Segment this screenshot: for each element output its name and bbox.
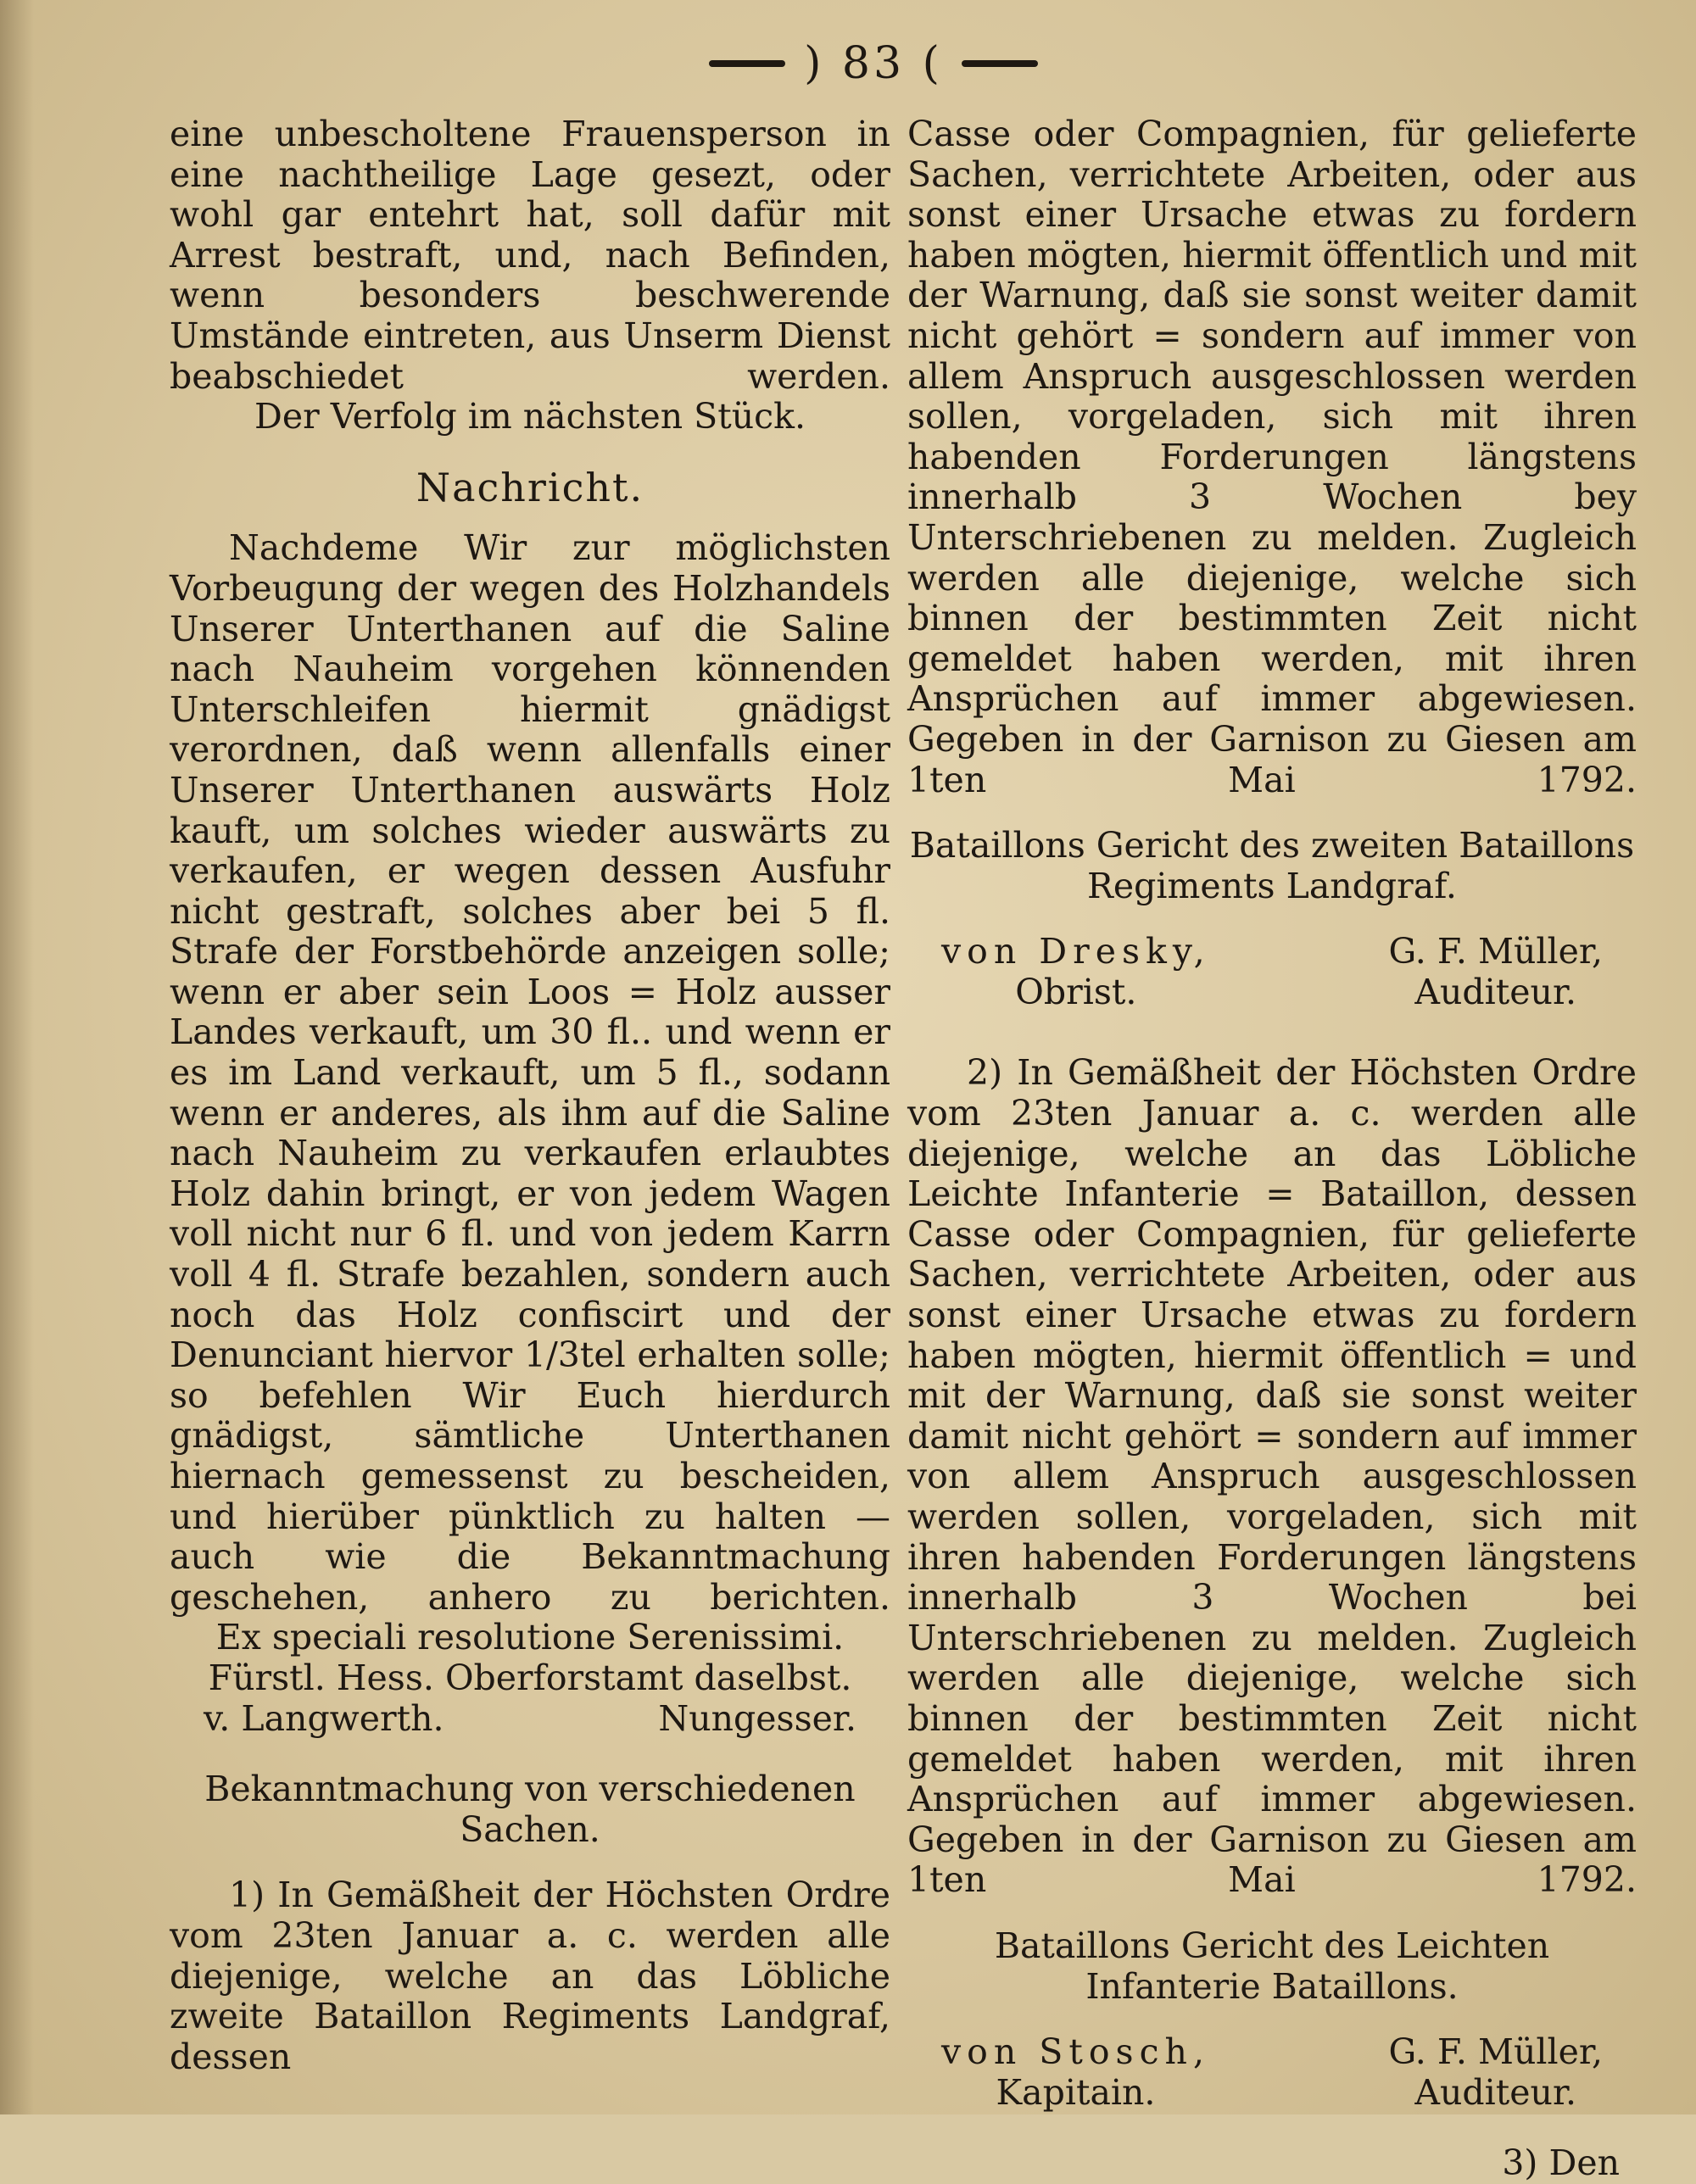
header-rule-right: [962, 60, 1038, 67]
court-2-line: Bataillons Gericht des Leichten Infanterie Bataillons.: [994, 1925, 1550, 2007]
announcements-heading-cont: Sachen.: [460, 1808, 600, 1850]
page-shadow: [0, 0, 34, 2114]
announcement-1-start: 1) In Gemäßheit der Höchsten Ordre vom 23ten Januar a. c. werden alle diejenige, welche an das Löbliche zweite Bataillon Regiments Landgraf, dessen: [170, 1875, 890, 2077]
announcement-1-cont: Casse oder Compagnien, für gelieferte Sachen, verrichtete Arbeiten, oder aus sonst einer Ursache etwas zu fordern haben mögten, hiermit öffentlich und mit der Warnung, daß sie sonst weiter damit nicht gehört = sondern auf immer von allem Anspruch ausgeschlossen werden sollen, vorgeladen, sich mit ihren habenden Forderungen längstens innerhalb 3 Wochen bey Unterschriebenen zu melden. Zugleich werden alle diejenige, welche sich binnen der bestimmten Zeit nicht gemeldet haben werden, mit ihren Ansprüchen auf immer abgewiesen. Gegeben in der Garnison zu Giesen am 1ten Mai 1792.: [907, 114, 1637, 800]
spacer: [907, 906, 1637, 932]
signature-mueller-2-rank: Auditeur.: [1414, 2071, 1577, 2113]
signature-mueller-1: [1389, 932, 1604, 1012]
catchword: 3) Den: [1502, 2142, 1620, 2184]
signature-dresky-name: von Dresky,: [941, 931, 1211, 972]
right-column: [907, 114, 1637, 2184]
page-header: [678, 25, 1068, 102]
header-rule-left: [709, 60, 785, 67]
signature-mueller-1-rank: Auditeur.: [1414, 971, 1577, 1012]
spacer: [907, 800, 1637, 826]
announcements-heading: Bekanntmachung von verschiedenen: [204, 1769, 856, 1810]
signature-stosch-name: von Stosch,: [941, 2031, 1210, 2073]
signature-mueller-2-name: G. F. Müller,: [1388, 2031, 1603, 2073]
wood-trade-notice: Nachdeme Wir zur möglichsten Vorbeugung der wegen des Holzhandels Unserer Unterthanen auf die Saline nach Nauheim vorgehen könnenden Unterschleifen hiermit gnädigst verordnen, daß wenn allenfalls einer Unserer Unterthanen auswärts Holz kauft, um solches wieder auswärts zu verkaufen, er wegen dessen Ausfuhr nicht gestraft, solches aber bei 5 fl. Strafe der Forstbehörde anzeigen solle; wenn er aber sein Loos = Holz ausser Landes verkauft, um 30 fl.. und wenn er es im Land verkauft, um 5 fl., sodann wenn er anderes, als ihm auf die Saline nach Nauheim zu verkaufen erlaubtes Holz dahin bringt, er von jedem Wagen voll nicht nur 6 fl. und von jedem Karrn voll 4 fl. Strafe bezahlen, sondern auch noch das Holz confiscirt und der Denunciant hiervor 1/3tel erhalten solle; so befehlen Wir Euch hierdurch gnädigst, sämtliche Unterthanen hiernach gemessenst zu bescheiden, und hierüber pünktlich zu halten — auch wie die Bekanntmachung geschehen, anhero zu berichten.: [170, 527, 890, 1618]
resolution-line: Ex speciali resolutione Serenissimi.: [215, 1617, 845, 1658]
court-2-signatures: [907, 2032, 1637, 2113]
announcement-2: 2) In Gemäßheit der Höchsten Ordre vom 23ten Januar a. c. werden alle diejenige, welche an das Löbliche Leichte Infanterie = Bataillon, dessen Casse oder Compagnien, für gelieferte Sachen, verrichtete Arbeiten, oder aus sonst einer Ursache etwas zu fordern haben mögten, hiermit öffentlich = und mit der Warnung, daß sie sonst weiter damit nicht gehört = sondern auf immer von allem Anspruch ausgeschlossen werden sollen, vorgeladen, sich mit ihren habenden Forderungen längstens innerhalb 3 Wochen bei Unterschriebenen zu melden. Zugleich werden alle diejenige, welche sich binnen der bestimmten Zeit nicht gemeldet haben werden, mit ihren Ansprüchen auf immer abgewiesen. Gegeben in der Garnison zu Giesen am 1ten Mai 1792.: [907, 1052, 1637, 1901]
signature-dresky: [941, 932, 1211, 1012]
spacer: [907, 1012, 1637, 1053]
forest-office-signatures: [170, 1699, 890, 1740]
signature-mueller-2: [1389, 2032, 1604, 2113]
court-1-line: Bataillons Gericht des zweiten Bataillons Regiments Landgraf.: [909, 825, 1635, 906]
signature-stosch-rank: Kapitain.: [996, 2071, 1156, 2113]
signature-langwerth: v. Langwerth.: [204, 1697, 444, 1739]
spacer: [170, 1850, 890, 1875]
authority-line: Fürstl. Hess. Oberforstamt daselbst.: [208, 1657, 852, 1698]
signature-dresky-rank: Obrist.: [1015, 971, 1137, 1012]
signature-mueller-1-name: G. F. Müller,: [1388, 931, 1603, 972]
continuation-note: Der Verfolg im nächsten Stück.: [254, 396, 806, 437]
signature-nungesser: Nungesser.: [658, 1697, 856, 1739]
ordinance-end-paragraph: eine unbescholtene Frauensperson in eine nachtheilige Lage gesezt, oder wohl gar entehrt hat, soll dafür mit Arrest bestraft, und, nach Befinden, wenn besonders beschwerende Umstände eintreten, aus Unserm Dienst beabschiedet werden.: [170, 114, 890, 397]
signature-stosch: [941, 2032, 1210, 2113]
notice-heading: Nachricht.: [416, 464, 644, 510]
court-1-signatures: [907, 932, 1637, 1012]
spacer: [907, 2007, 1637, 2032]
page-number: ) 83 (: [804, 38, 943, 89]
left-column: [170, 114, 890, 2077]
spacer: [907, 1901, 1637, 1926]
